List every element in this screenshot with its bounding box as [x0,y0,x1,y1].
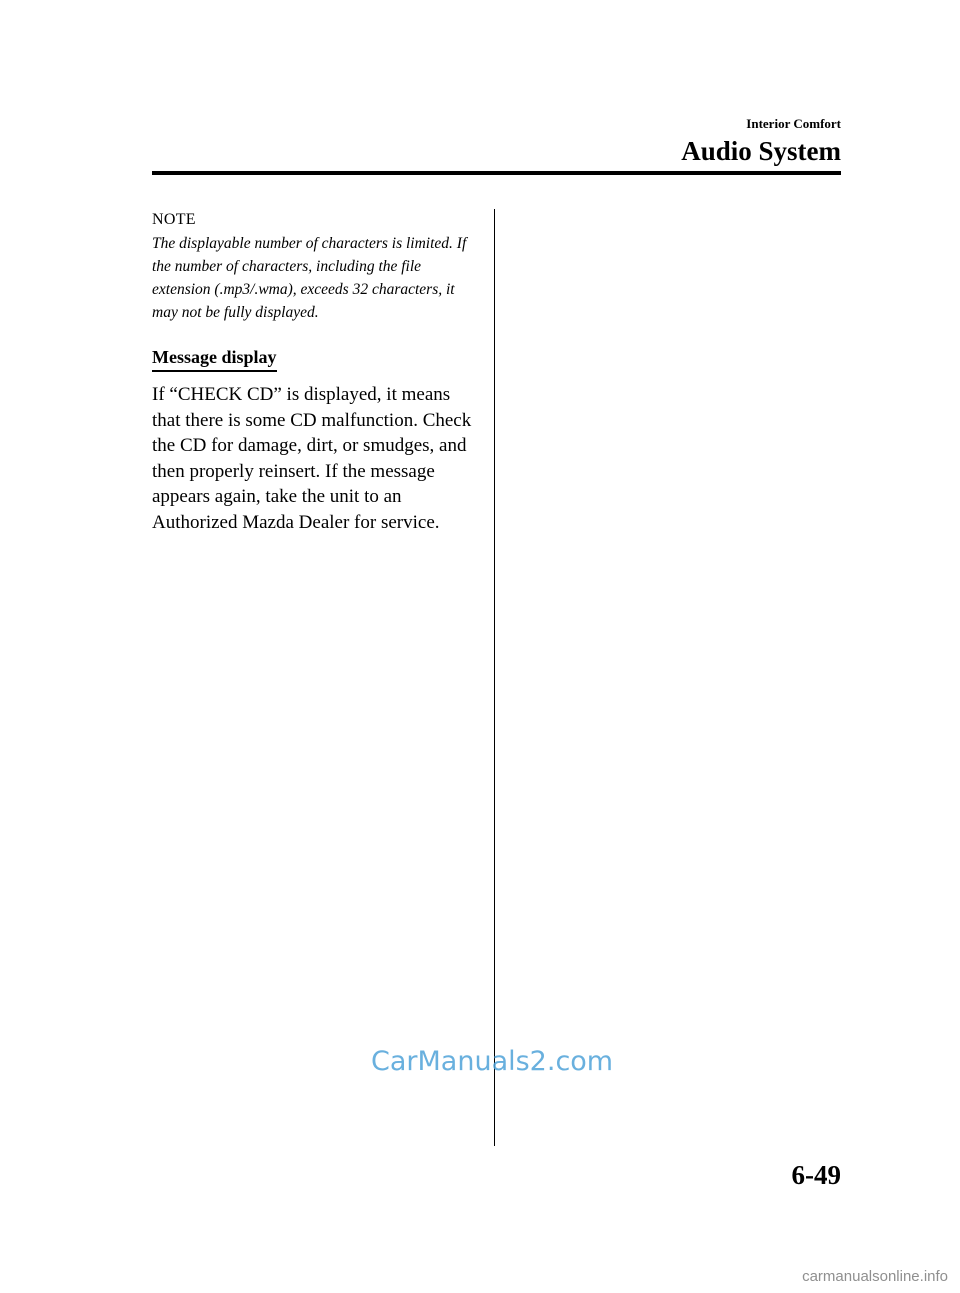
chapter-title: Audio System [681,136,841,166]
left-column [152,210,472,535]
page-header [681,116,841,168]
message-display-heading: Message display [152,346,277,372]
watermark-text: CarManuals2.com [371,1046,614,1077]
note-heading: NOTE [152,211,196,228]
footer-site-text: carmanualsonline.info [802,1268,948,1285]
column-divider [494,209,495,1146]
note-body: The displayable number of characters is limited. If the number of characters, including the file extension (.mp3/.wma), exceeds 32 characters, it may not be fully displayed. [152,235,467,321]
section-label: Interior Comfort [746,116,841,131]
message-display-body: If “CHECK CD” is displayed, it means that there is some CD malfunction. Check the CD for damage, dirt, or smudges, and then properly reinsert. If the message appears again, take the unit to an Authorized Mazda Dealer for service. [152,384,472,533]
header-rule [152,171,841,175]
page-number: 6-49 [791,1160,841,1190]
